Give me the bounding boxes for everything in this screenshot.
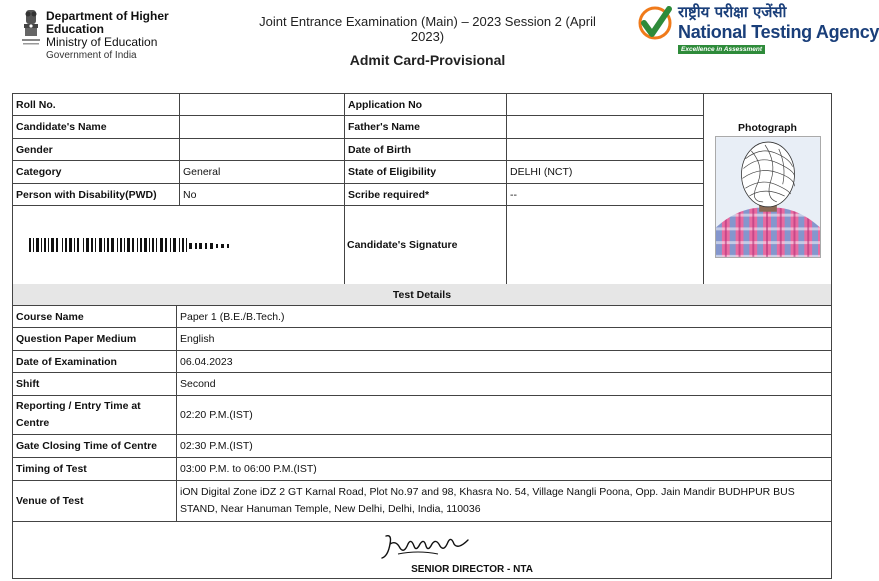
category-value: General	[179, 161, 344, 183]
nta-hindi-name: राष्ट्रीय परीक्षा एजेंसी	[678, 3, 787, 21]
scribe-value: --	[506, 184, 703, 205]
exam-date-value: 06.04.2023	[176, 351, 831, 372]
nta-tagline: Excellence in Assessment	[678, 45, 765, 54]
department-name: Department of Higher Education	[46, 9, 169, 36]
shift-label: Shift	[16, 378, 40, 390]
course-name-value: Paper 1 (B.E./B.Tech.)	[176, 306, 831, 327]
venue-label: Venue of Test	[16, 495, 84, 507]
test-details-heading: Test Details	[13, 284, 831, 306]
ministry-name: Ministry of Education	[46, 35, 158, 49]
table-row	[13, 373, 831, 396]
table-row	[13, 184, 703, 206]
candidate-signature-label: Candidate's Signature	[347, 239, 458, 251]
course-name-label: Course Name	[16, 310, 84, 323]
application-no-value	[506, 94, 703, 115]
table-row	[13, 458, 831, 481]
photograph-label: Photograph	[738, 122, 797, 134]
government-name: Government of India	[46, 50, 137, 61]
father-name-label: Father's Name	[344, 116, 506, 138]
gender-value	[179, 139, 344, 160]
candidate-name-label: Candidate's Name	[16, 121, 107, 133]
senior-director-title: SENIOR DIRECTOR - NTA	[411, 564, 533, 575]
father-name-value	[506, 116, 703, 138]
table-row	[13, 116, 703, 139]
candidate-signature-box	[506, 206, 703, 284]
paper-medium-label: Question Paper Medium	[16, 333, 137, 345]
exam-title: Joint Entrance Examination (Main) – 2023 Session 2 (April 2023)	[259, 14, 596, 44]
application-no-label: Application No	[344, 94, 506, 115]
table-row	[13, 396, 831, 435]
nta-logo	[638, 2, 879, 56]
candidate-name-value	[179, 116, 344, 138]
pwd-value: No	[179, 184, 344, 205]
table-row	[13, 435, 831, 458]
category-label: Category	[16, 166, 62, 178]
barcode-icon	[29, 238, 239, 252]
table-row	[13, 139, 703, 161]
document-heading	[250, 14, 605, 68]
state-value: DELHI (NCT)	[506, 161, 703, 183]
gender-label: Gender	[16, 143, 53, 156]
gate-closing-label: Gate Closing Time of Centre	[16, 440, 157, 452]
table-row	[13, 328, 831, 351]
candidate-photo-image	[715, 136, 821, 258]
roll-no-label: Roll No.	[16, 98, 56, 111]
shift-value: Second	[176, 373, 831, 395]
ministry-block	[20, 8, 220, 61]
test-timing-label: Timing of Test	[16, 463, 87, 475]
director-signature-image	[378, 530, 473, 562]
admit-card-table	[12, 93, 832, 579]
dob-label: Date of Birth	[344, 139, 506, 160]
national-emblem-icon	[20, 8, 42, 50]
roll-no-value	[179, 94, 344, 115]
authority-signature-block	[13, 522, 831, 578]
table-row	[13, 306, 831, 328]
exam-date-label: Date of Examination	[16, 355, 117, 368]
dob-value	[506, 139, 703, 160]
nta-english-name: National Testing Agency	[678, 22, 879, 42]
reporting-time-value: 02:20 P.M.(IST)	[176, 396, 831, 434]
table-row	[13, 351, 831, 373]
table-row	[13, 161, 703, 184]
admit-card-title: Admit Card-Provisional	[349, 52, 506, 68]
pwd-label: Person with Disability(PWD)	[16, 188, 157, 201]
state-label: State of Eligibility	[344, 161, 506, 183]
gate-closing-value: 02:30 P.M.(IST)	[176, 435, 831, 457]
photograph-box	[703, 94, 831, 284]
scribe-label: Scribe required*	[344, 184, 506, 205]
table-row	[13, 94, 703, 116]
nta-check-logo-icon	[638, 3, 672, 43]
reporting-time-label: Reporting / Entry Time at Centre	[16, 400, 141, 429]
paper-medium-value: English	[176, 328, 831, 350]
test-timing-value: 03:00 P.M. to 06:00 P.M.(IST)	[176, 458, 831, 480]
venue-value: iON Digital Zone iDZ 2 GT Karnal Road, Plot No.97 and 98, Khasra No. 54, Village Nangli Poona, Opp. Jain Mandir BUDHPUR BUS STAND, Near Hanuman Temple, New Delhi, Delhi, India, 110036	[176, 481, 831, 521]
table-row	[13, 481, 831, 522]
